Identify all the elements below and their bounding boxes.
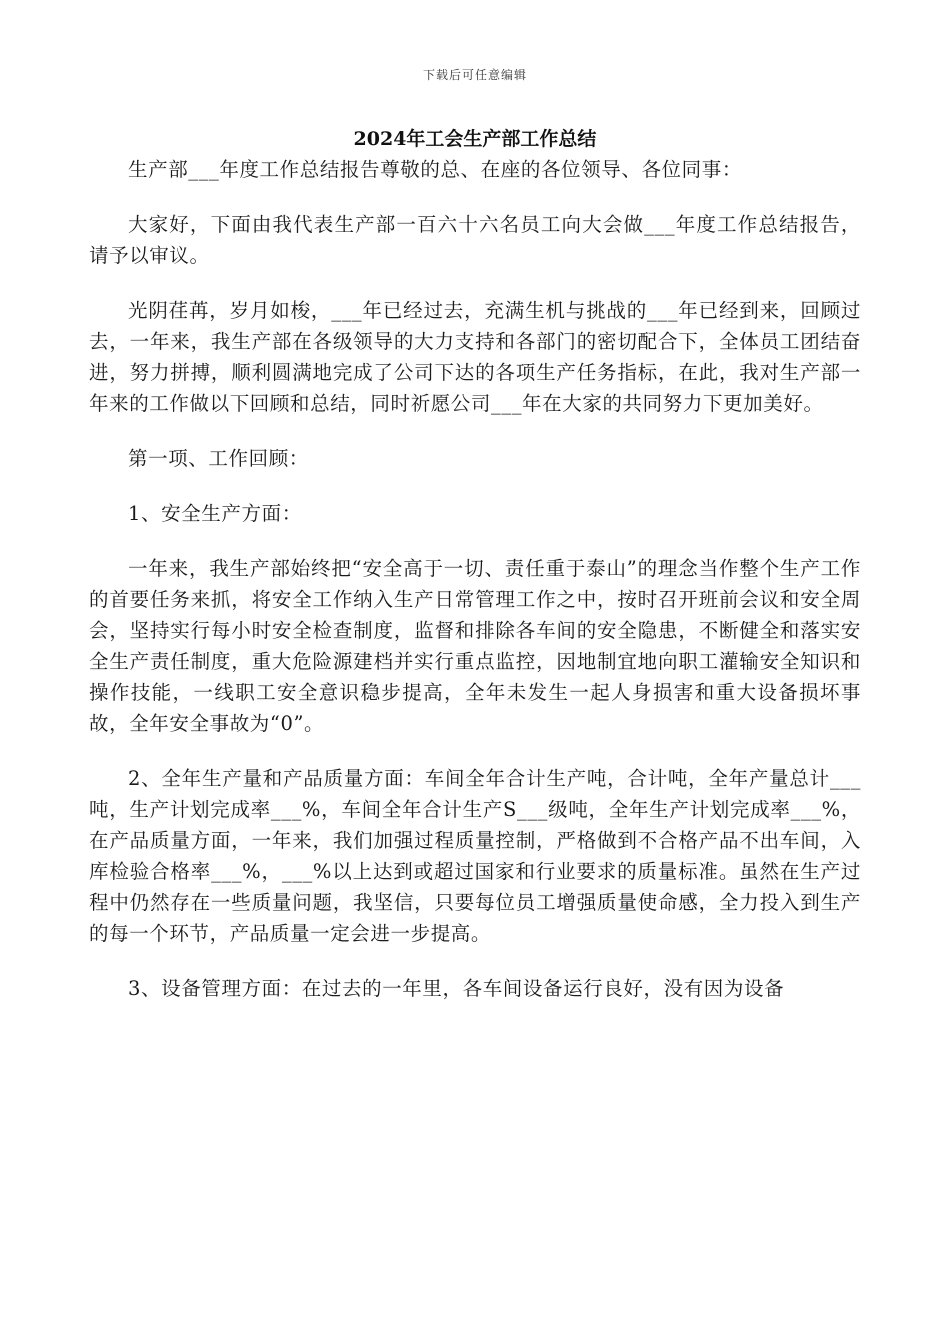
paragraph-salutation: 生产部___年度工作总结报告尊敬的总、在座的各位领导、各位同事： bbox=[128, 158, 742, 181]
download-note: 下载后可任意编辑 bbox=[422, 68, 527, 82]
paragraph-greeting: 大家好，下面由我代表生产部一百六十六名员工向大会做___年度工作总结报告，请予以审议。 bbox=[89, 213, 861, 267]
subheading-safety-production: 1、安全生产方面： bbox=[128, 502, 302, 525]
paragraph-equipment: 3、设备管理方面：在过去的一年里，各车间设备运行良好，没有因为设备 bbox=[128, 977, 785, 1000]
paragraph-output-quality: 2、全年生产量和产品质量方面：车间全年合计生产吨，合计吨，全年产量总计___吨，生产计划完成率___%，车间全年合计生产S___级吨，全年生产计划完成率___%，在产品质量方面，一年来，我们加强过程质量控制，严格做到不合格产品不出车间，入库检验合格率___%，___%以上达到或超过国家和行业要求的质量标准。虽然在生产过程中仍然存在一些质量问题，我坚信，只要每位员工增强质量使命感，全力投入到生产的每一个环节，产品质量一定会进一步提高。 bbox=[89, 767, 861, 945]
paragraph-safety: 一年来，我生产部始终把“安全高于一切、责任重于泰山”的理念当作整个生产工作的首要任务来抓，将安全工作纳入生产日常管理工作之中，按时召开班前会议和安全周会，坚持实行每小时安全检查制度，监督和排除各车间的安全隐患，不断健全和落实安全生产责任制度，重大危险源建档并实行重点监控，因地制宜地向职工灌输安全知识和操作技能，一线职工安全意识稳步提高，全年未发生一起人身损害和重大设备损坏事故，全年安全事故为“0”。 bbox=[89, 557, 861, 735]
paragraph-intro: 光阴荏苒，岁月如梭，___年已经过去，充满生机与挑战的___年已经到来，回顾过去，一年来，我生产部在各级领导的大力支持和各部门的密切配合下，全体员工团结奋进，努力拼搏，顺利圆满地完成了公司下达的各项生产任务指标，在此，我对生产部一年来的工作做以下回顾和总结，同时祈愿公司___年在大家的共同努力下更加美好。 bbox=[89, 299, 861, 415]
section-heading-work-review: 第一项、工作回顾： bbox=[128, 447, 309, 470]
document-body bbox=[89, 154, 861, 1028]
document-title: 2024年工会生产部工作总结 bbox=[353, 128, 597, 150]
